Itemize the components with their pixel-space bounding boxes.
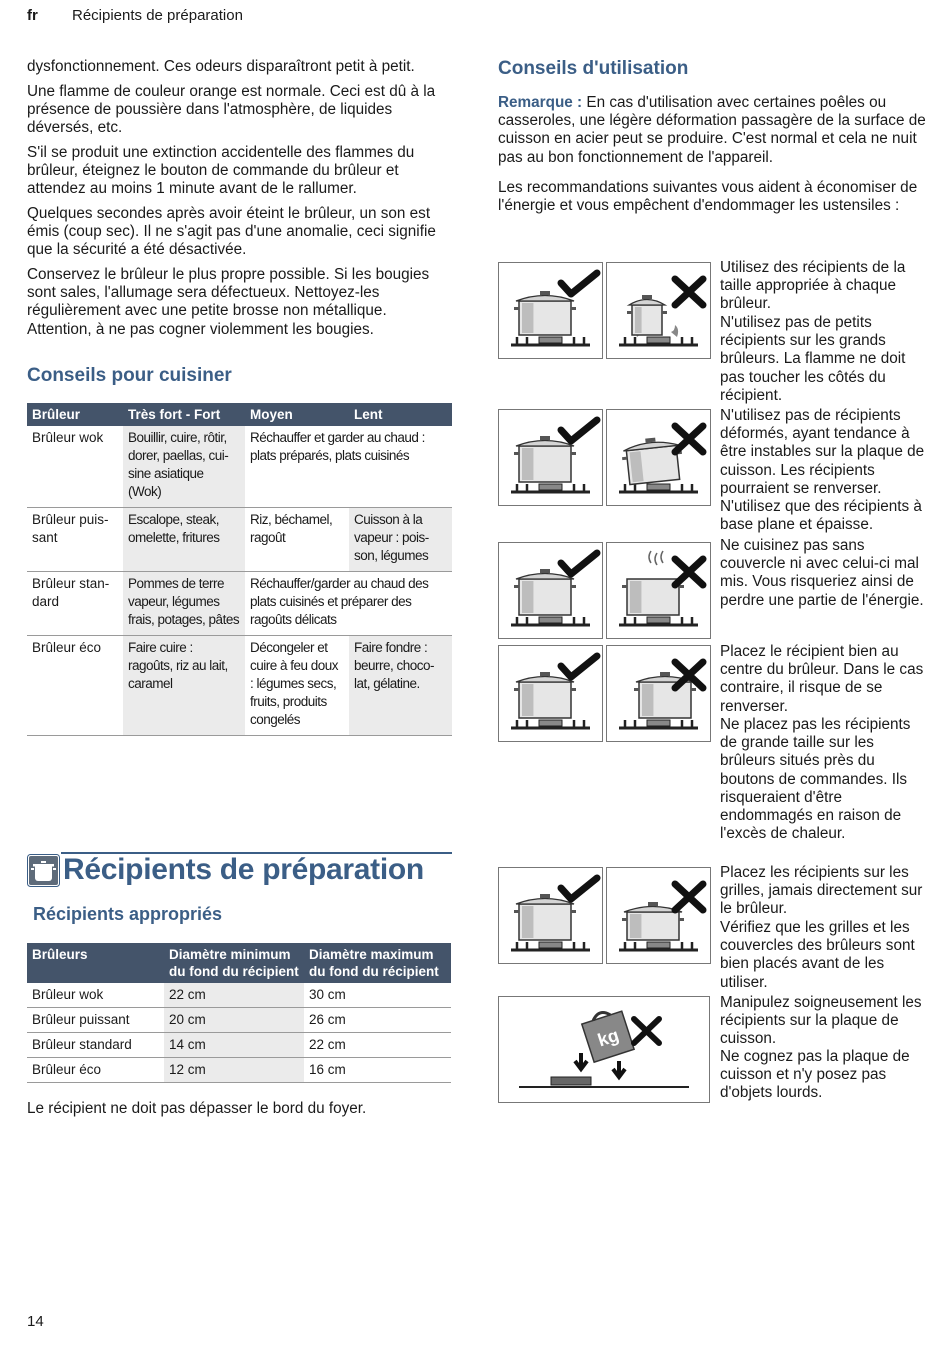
section-title-row xyxy=(27,852,452,892)
tip-text: N'utilisez pas de petits récipients sur les grands brûleurs. La flamme ne doit pas toucher les côtés du récipient. xyxy=(720,314,906,404)
table-row xyxy=(27,1033,451,1058)
table-cell: Pommes de terre vapeur, légumes frais, potages, pâtes xyxy=(123,571,245,635)
table-cell: Cuisson à la vapeur : pois-son, légumes xyxy=(349,507,452,571)
table-cell: Brûleur puis-sant xyxy=(27,507,123,571)
tip-text: N'utilisez pas de récipients déformés, ayant tendance à être instables sur la plaque de cuisson. Les récipients pourraient se renverser. xyxy=(720,407,925,497)
column-header: Brûleur xyxy=(27,403,123,426)
tip-text: N'utilisez que des récipients à base plane et épaisse. xyxy=(720,498,922,534)
table-row xyxy=(27,635,452,735)
table-cell: Réchauffer et garder au chaud : plats préparés, plats cuisinés xyxy=(245,426,452,508)
usage-tips-heading: Conseils d'utilisation xyxy=(498,58,689,79)
table-cell: Brûleur standard xyxy=(27,1033,164,1058)
cooking-tips-heading: Conseils pour cuisiner xyxy=(27,364,232,386)
tile-heavy-object xyxy=(498,996,710,1103)
left-column xyxy=(27,58,452,736)
language-code: fr xyxy=(27,7,38,24)
sizes-table-wrap xyxy=(27,943,451,1083)
paragraph: Une flamme de couleur orange est normale. Ceci est dû à la présence de poussière dans l'atmosphère, de liquides déversés, etc. xyxy=(27,82,436,137)
table-cell: Brûleur stan-dard xyxy=(27,571,123,635)
table-cell: Faire cuire : ragoûts, riz au lait, caramel xyxy=(123,635,245,735)
subheading-wrap xyxy=(33,904,222,925)
tile-flat-base xyxy=(498,409,603,506)
column-header: Très fort - Fort xyxy=(123,403,245,426)
tip-text: Placez les récipients sur les grilles, jamais directement sur le brûleur. xyxy=(720,864,923,918)
usage-intro: Les recommandations suivantes vous aident à économiser de l'énergie et vous empêchent d'endommager les ustensiles : xyxy=(498,178,918,215)
tile-off-center xyxy=(606,645,711,742)
cooking-tips-table xyxy=(27,403,452,736)
table-cell: Réchauffer/garder au chaud des plats cuisinés et préparer des ragoûts délicats xyxy=(245,571,452,635)
table-row xyxy=(27,426,452,508)
table-row xyxy=(27,1008,451,1033)
cookware-icon xyxy=(27,854,60,887)
tip-text: Manipulez soigneusement les récipients sur la plaque de cuisson. xyxy=(720,994,922,1048)
column-header: Diamètre maximum du fond du récipient xyxy=(304,943,451,983)
tip-text: Ne cognez pas la plaque de cuisson et n'y posez pas d'objets lourds. xyxy=(720,1048,910,1102)
table-cell: 26 cm xyxy=(304,1008,451,1033)
paragraph: dysfonctionnement. Ces odeurs disparaîtront petit à petit. xyxy=(27,58,415,75)
tile-with-lid xyxy=(498,542,603,639)
table-cell: 12 cm xyxy=(164,1058,304,1083)
tile-on-grid xyxy=(498,867,603,964)
table-cell: Faire fondre : beurre, choco-lat, gélatine. xyxy=(349,635,452,735)
table-cell: Brûleur wok xyxy=(27,983,164,1008)
paragraph: Quelques secondes après avoir éteint le brûleur, un son est émis (coup sec). Il ne s'agit pas d'une anomalie, ceci signifie que la sécurité a été désactivée. xyxy=(27,204,436,259)
container-note: Le récipient ne doit pas dépasser le bord du foyer. xyxy=(27,1100,367,1117)
column-header: Moyen xyxy=(245,403,349,426)
table-cell: 22 cm xyxy=(164,983,304,1008)
container-size-table xyxy=(27,943,451,1083)
column-header: Lent xyxy=(349,403,452,426)
tile-without-lid xyxy=(606,542,711,639)
table-cell: Brûleur éco xyxy=(27,1058,164,1083)
table-cell: Riz, béchamel, ragoût xyxy=(245,507,349,571)
table-row xyxy=(27,1058,451,1083)
column-header: Brûleurs xyxy=(27,943,164,983)
table-cell: Brûleur éco xyxy=(27,635,123,735)
table-cell: 30 cm xyxy=(304,983,451,1008)
paragraph: Conservez le brûleur le plus propre possible. Si les bougies sont sales, l'allumage sera défectueux. Nettoyez-les régulièrement avec une petite brosse non métallique. Attention, à ne pas cogner violemment les bougies. xyxy=(27,266,430,338)
paragraph: S'il se produit une extinction accidentelle des flammes du brûleur, éteignez le bouton de commande du brûleur et attendez au moins 1 minute avant de le rallumer. xyxy=(27,143,415,198)
page-number: 14 xyxy=(27,1313,44,1330)
tip-text: Vérifiez que les grilles et les couvercles des brûleurs sont bien placés avant de les utiliser. xyxy=(720,919,915,991)
right-column xyxy=(498,58,928,222)
table-cell: Escalope, steak, omelette, fritures xyxy=(123,507,245,571)
remark-text: En cas d'utilisation avec certaines poêles ou casseroles, une légère déformation passagère de la surface de cuisson en acier peut se produire. C'est normal et cela ne nuit pas au bon fonctionnement de l'appareil. xyxy=(498,94,926,166)
suitable-containers-heading: Récipients appropriés xyxy=(33,904,223,924)
running-header-title: Récipients de préparation xyxy=(72,7,243,24)
table-cell: Brûleur puissant xyxy=(27,1008,164,1033)
remark-label: Remarque : xyxy=(498,94,583,111)
tip-text: Ne cuisinez pas sans couvercle ni avec celui-ci mal mis. Vous risqueriez ainsi de perdre une partie de l'énergie. xyxy=(720,537,924,609)
table-row xyxy=(27,571,452,635)
table-cell: 14 cm xyxy=(164,1033,304,1058)
remark-paragraph xyxy=(498,94,928,167)
tip-text: Utilisez des récipients de la taille appropriée à chaque brûleur. xyxy=(720,259,906,313)
tile-too-small xyxy=(606,262,711,359)
table-row xyxy=(27,983,451,1008)
tile-centered xyxy=(498,645,603,742)
table-cell: Brûleur wok xyxy=(27,426,123,508)
table-row xyxy=(27,507,452,571)
tip-text: Ne placez pas les récipients de grande taille sur les brûleurs situés près du boutons de commandes. Ils risqueraient d'être endommagés en raison de l'excès de chaleur. xyxy=(720,716,911,843)
table-cell: Bouillir, cuire, rôtir, dorer, paellas, cui-sine asiatique (Wok) xyxy=(123,426,245,508)
table-cell: 16 cm xyxy=(304,1058,451,1083)
table-cell: 20 cm xyxy=(164,1008,304,1033)
table-cell: 22 cm xyxy=(304,1033,451,1058)
tip-text: Placez le récipient bien au centre du brûleur. Dans le cas contraire, il risque de se renverser. xyxy=(720,643,924,715)
tile-deformed-base xyxy=(606,409,711,506)
table-cell: Décongeler et cuire à feu doux : légumes secs, fruits, produits congelés xyxy=(245,635,349,735)
weight-label: kg xyxy=(595,1024,622,1051)
section-title: Récipients de préparation xyxy=(63,853,424,886)
tile-correct-size xyxy=(498,262,603,359)
tile-directly-on-burner xyxy=(606,867,711,964)
column-header: Diamètre minimum du fond du récipient xyxy=(164,943,304,983)
